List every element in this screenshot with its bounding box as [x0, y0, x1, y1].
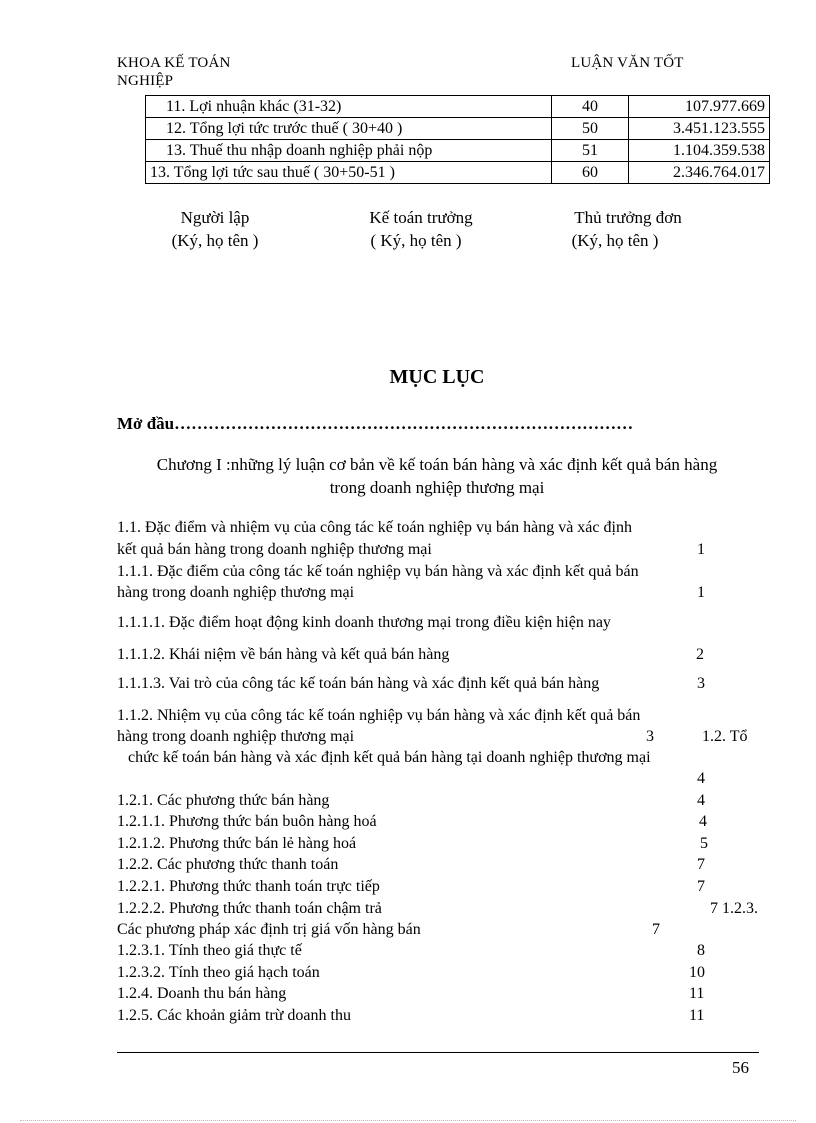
signature-accountant-title: Kế toán trưởng: [369, 208, 473, 227]
toc-page-number: 7: [697, 856, 705, 873]
toc-entry[interactable]: 1.2.1.1. Phương thức bán buôn hàng hoá: [117, 813, 377, 830]
table-cell-label: 12. Tổng lợi tức trước thuế ( 30+40 ): [146, 118, 552, 140]
toc-entry[interactable]: 1.2.4. Doanh thu bán hàng: [117, 985, 287, 1002]
table-cell-code: 60: [552, 162, 629, 184]
toc-page-number: 7: [652, 921, 660, 938]
header-faculty-cont: NGHIỆP: [117, 73, 174, 89]
toc-page-number: 11: [689, 1007, 705, 1024]
footer-rule: [117, 1052, 759, 1053]
toc-entry[interactable]: 1.1.1.3. Vai trò của công tác kế toán bán hàng và xác định kết quả bán hàng: [117, 675, 600, 692]
signature-director-title: Thủ trưởng đơn: [574, 208, 682, 227]
toc-entry[interactable]: 1.2.3.1. Tính theo giá thực tế: [117, 942, 302, 959]
toc-entry[interactable]: 1.2.1.2. Phương thức bán lẻ hàng hoá: [117, 835, 357, 852]
toc-entry[interactable]: 1.2.2.1. Phương thức thanh toán trực tiếp: [117, 878, 380, 895]
signature-preparer-note: (Ký, họ tên ): [171, 231, 259, 250]
table-row: [146, 140, 770, 162]
table-cell-label: 13. Tổng lợi tức sau thuế ( 30+50-51 ): [146, 162, 552, 184]
toc-page-number: 7: [697, 878, 705, 895]
header-thesis: LUẬN VĂN TỐT: [571, 55, 684, 71]
table-cell-label: 11. Lợi nhuận khác (31-32): [146, 96, 552, 118]
toc-page-number: 2: [696, 646, 704, 663]
page-edge-divider: [20, 1120, 796, 1121]
toc-intro: Mở đầu………………………………………………………………………: [117, 414, 634, 433]
toc-page-number: 5: [700, 835, 708, 852]
toc-entry[interactable]: Các phương pháp xác định trị giá vốn hàng bán: [117, 921, 421, 938]
toc-page-number: 4: [697, 792, 705, 809]
toc-entry[interactable]: 1.1. Đặc điểm và nhiệm vụ của công tác kế toán nghiệp vụ bán hàng và xác định: [117, 519, 632, 536]
financial-table: [145, 95, 770, 184]
toc-page-number: 3: [697, 675, 705, 692]
toc-entry[interactable]: hàng trong doanh nghiệp thương mại: [117, 584, 355, 601]
table-cell-code: 50: [552, 118, 629, 140]
table-cell-value: 1.104.359.538: [629, 140, 770, 162]
toc-entry[interactable]: kết quả bán hàng trong doanh nghiệp thương mại: [117, 541, 432, 558]
toc-entry[interactable]: 1.1.1.1. Đặc điểm hoạt động kinh doanh thương mại trong điều kiện hiện nay: [117, 614, 611, 631]
table-cell-code: 40: [552, 96, 629, 118]
toc-page-number: 3: [646, 728, 654, 745]
toc-page-number: 4: [697, 770, 705, 787]
toc-page-number: 8: [697, 942, 705, 959]
table-row: [146, 162, 770, 184]
table-cell-label: 13. Thuế thu nhập doanh nghiệp phải nộp: [146, 140, 552, 162]
toc-entry[interactable]: 1.2.5. Các khoản giảm trừ doanh thu: [117, 1007, 351, 1024]
toc-entry[interactable]: chức kế toán bán hàng và xác định kết quả bán hàng tại doanh nghiệp thương mại: [128, 749, 651, 766]
toc-page-number: 4: [699, 813, 707, 830]
toc-entry[interactable]: 1.2. Tổ: [702, 728, 748, 745]
toc-entry[interactable]: 1.2.2.2. Phương thức thanh toán chậm trả: [117, 900, 382, 917]
toc-page-number: 1: [697, 584, 705, 601]
toc-page-number: 7 1.2.3.: [710, 900, 758, 917]
toc-entry[interactable]: 1.1.2. Nhiệm vụ của công tác kế toán nghiệp vụ bán hàng và xác định kết quả bán: [117, 707, 641, 724]
toc-entry[interactable]: 1.2.3.2. Tính theo giá hạch toán: [117, 964, 320, 981]
toc-entry[interactable]: hàng trong doanh nghiệp thương mại: [117, 728, 355, 745]
table-cell-value: 2.346.764.017: [629, 162, 770, 184]
toc-page-number: 10: [689, 964, 705, 981]
table-cell-value: 3.451.123.555: [629, 118, 770, 140]
table-row: [146, 96, 770, 118]
header-faculty: KHOA KẾ TOÁN: [117, 55, 231, 71]
table-row: [146, 118, 770, 140]
signature-preparer-title: Người lập: [180, 208, 250, 227]
toc-entry[interactable]: 1.1.1.2. Khái niệm về bán hàng và kết quả bán hàng: [117, 646, 450, 663]
toc-page-number: 1: [697, 541, 705, 558]
signature-director-note: (Ký, họ tên ): [571, 231, 659, 250]
toc-chapter-line1: Chương I :những lý luận cơ bản về kế toán bán hàng và xác định kết quả bán hàng: [156, 455, 718, 474]
toc-chapter-line2: trong doanh nghiệp thương mại: [329, 478, 545, 497]
toc-entry[interactable]: 1.2.2. Các phương thức thanh toán: [117, 856, 339, 873]
toc-entry[interactable]: 1.1.1. Đặc điểm của công tác kế toán nghiệp vụ bán hàng và xác định kết quả bán: [117, 563, 639, 580]
toc-title: MỤC LỤC: [389, 366, 485, 388]
table-cell-code: 51: [552, 140, 629, 162]
page-number: 56: [732, 1058, 749, 1077]
signature-accountant-note: ( Ký, họ tên ): [370, 231, 462, 250]
toc-entry[interactable]: 1.2.1. Các phương thức bán hàng: [117, 792, 330, 809]
table-cell-value: 107.977.669: [629, 96, 770, 118]
toc-page-number: 11: [689, 985, 705, 1002]
